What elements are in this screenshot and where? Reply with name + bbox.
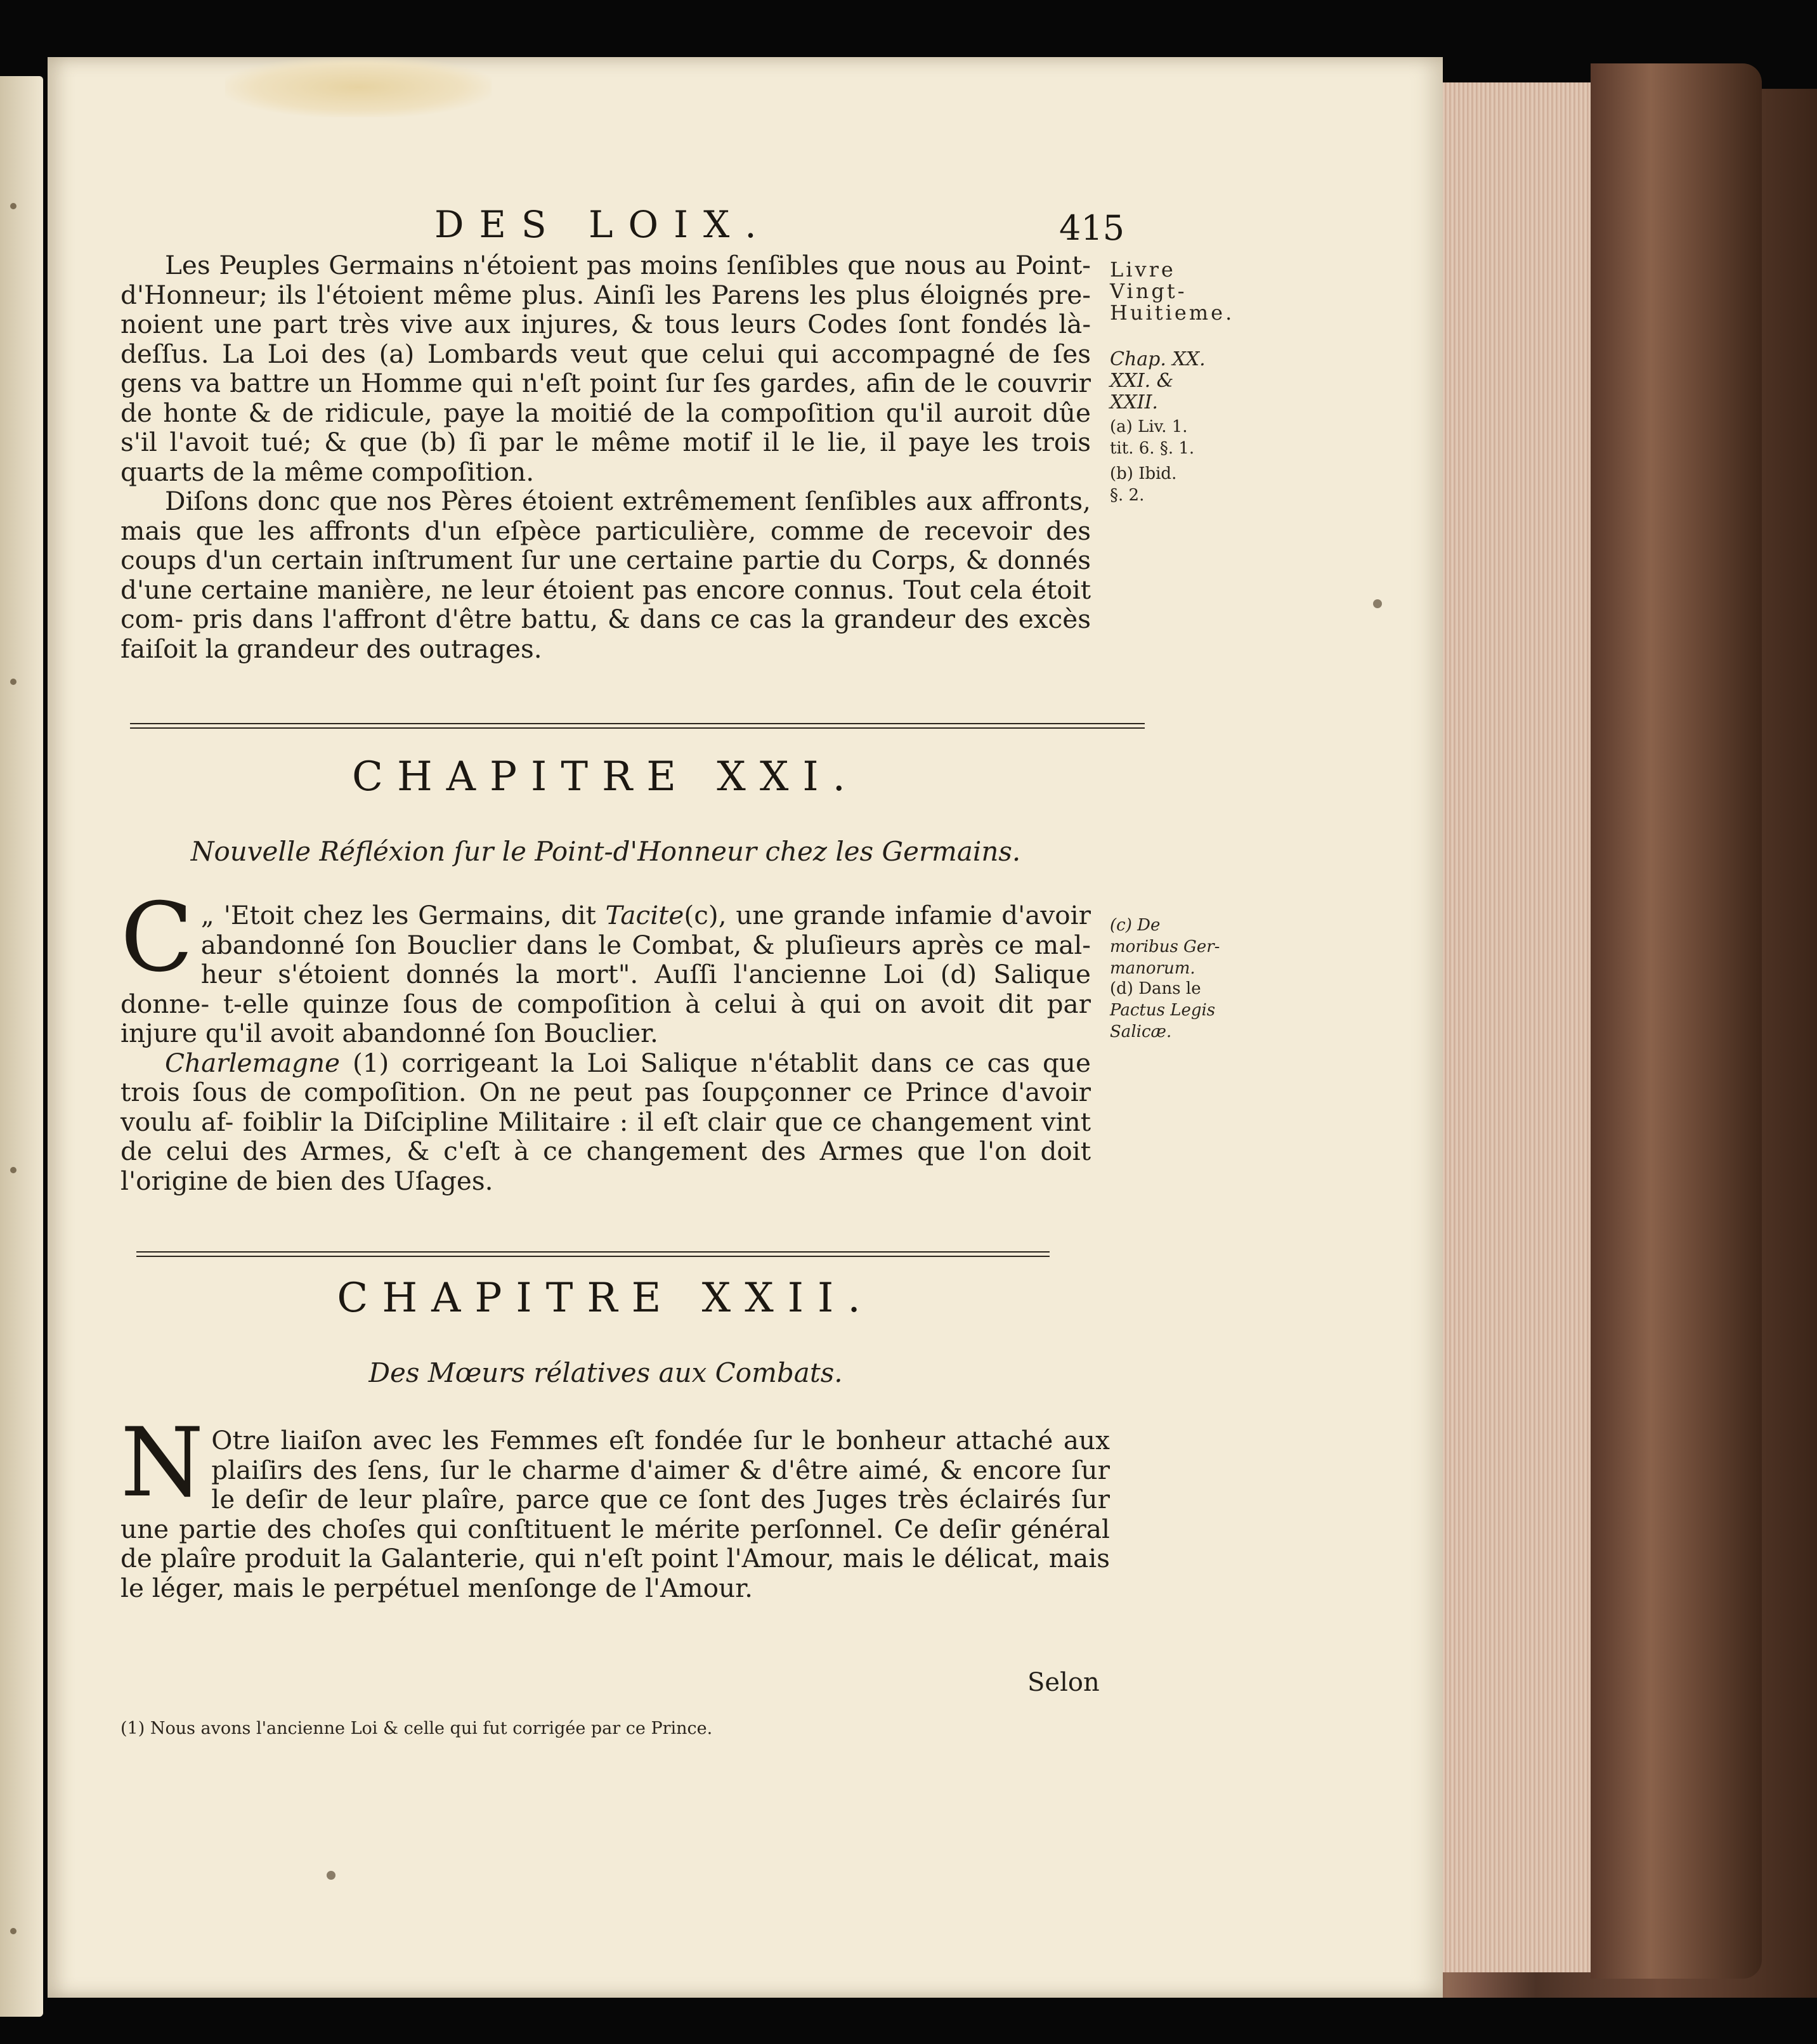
text-line: deſir de leur plaîre, parce que ce ſont des Juges très éclairés ſur une partie: [120, 1484, 1110, 1544]
margin-note-chapters: [1110, 349, 1275, 413]
chapter-rule: [130, 723, 1145, 729]
chapter-21-paragraph-2: [120, 1048, 1091, 1196]
book-spine: [1591, 63, 1762, 1979]
text-line: d'un certain inſtrument ſur une certaine partie du Corps, & donnés d'une: [120, 545, 1091, 605]
margin-line: (d) Dans le: [1110, 979, 1201, 998]
text-line: ſous de compoſition. On ne peut pas ſoupçonner ce Prince d'avoir voulu af-: [120, 1077, 1091, 1137]
margin-line: Huitieme.: [1110, 301, 1235, 325]
text-line: produit la Galanterie, qui n'eſt point l'Amour, mais le délicat, mais le: [120, 1543, 1110, 1603]
chapter-22-paragraph-1: [120, 1408, 1110, 1603]
margin-line: (c) De: [1110, 916, 1161, 935]
text-line: Les Peuples Germains n'étoient pas moins ſenſibles que nous au Point-: [165, 250, 1091, 280]
book-page: [48, 57, 1443, 1998]
margin-note-book: [1110, 259, 1275, 323]
margin-line: XXI. &: [1110, 370, 1174, 392]
text-line: mais que les affronts d'un eſpèce particulière, comme de recevoir des coups: [120, 515, 1091, 575]
author-name: Tacite: [605, 900, 684, 930]
text-line: de honte & de ridicule, paye la moitié de la compoſition qu'il auroit dûe: [120, 397, 1091, 428]
page-stain: [225, 57, 492, 117]
margin-line: Vingt-: [1110, 279, 1187, 303]
text-line: noient une part très vive aux injures, & tous leurs Codes ſont fondés là-: [120, 309, 1091, 339]
drop-cap: C: [120, 883, 193, 993]
margin-line: manorum.: [1110, 959, 1195, 978]
margin-line: moribus Ger-: [1110, 937, 1220, 956]
running-head: DES LOIX.: [434, 203, 772, 246]
margin-line: (b) Ibid.: [1110, 464, 1177, 483]
margin-note-b: [1110, 463, 1275, 506]
ink-speck: [1373, 599, 1382, 608]
page-block-edge: [1438, 82, 1591, 1972]
intro-text: [120, 251, 1091, 663]
text-line: s'il l'avoit tué; & que (b) ſi par le même motif il le lie, il paye les trois: [120, 427, 1091, 457]
text-line: (1) corrigeant la Loi Salique n'établit dans ce cas que trois: [120, 1047, 1091, 1107]
margin-line: Livre: [1110, 257, 1176, 282]
margin-line: Pactus Legis: [1110, 1001, 1216, 1020]
text-line: t-elle quinze ſous de compoſition à celui à qui on avoit dit par injure qu'il: [120, 988, 1091, 1048]
text-line: foiblir la Diſcipline Militaire : il eſt clair que ce changement vint de celui: [120, 1106, 1091, 1166]
chapter-22-heading: CHAPITRE XXII.: [337, 1275, 875, 1322]
intro-paragraph-1: [120, 251, 1091, 486]
chapter-22-subtitle: Des Mœurs rélatives aux Combats.: [368, 1357, 843, 1388]
margin-line: Salicæ.: [1110, 1022, 1172, 1041]
ink-speck: [10, 679, 16, 685]
margin-note-a: [1110, 416, 1275, 459]
footnote: (1) Nous avons l'ancienne Loi & celle qui fut corrigée par ce Prince.: [120, 1719, 713, 1738]
page-header: [48, 197, 1443, 254]
margin-line: XXII.: [1110, 391, 1158, 413]
ink-speck: [327, 1871, 335, 1880]
page-number: 415: [1059, 208, 1125, 248]
text-line: certaine manière, ne leur étoient pas encore connus. Tout cela étoit com-: [120, 574, 1091, 634]
text-line: (c), une grande infamie d'avoir: [684, 900, 1091, 930]
quote-mark: „: [200, 900, 214, 930]
chapter-21-paragraph-1: [120, 883, 1091, 1048]
margin-line: tit. 6. §. 1.: [1110, 439, 1195, 458]
margin-line: Chap. XX.: [1110, 348, 1206, 370]
intro-paragraph-2: [120, 486, 1091, 663]
person-name: Charlemagne: [165, 1047, 341, 1078]
text-line: avoit abandonné ſon Bouclier.: [270, 1018, 658, 1048]
text-line: Otre liaiſon avec les Femmes eſt fondée ſur le bonheur attaché aux: [211, 1425, 1110, 1455]
catchword: Selon: [1027, 1668, 1100, 1697]
ink-speck: [10, 1928, 16, 1934]
chapter-rule: [136, 1251, 1050, 1257]
text-line: la grandeur des outrages.: [205, 633, 542, 664]
facing-page-edge: [0, 76, 43, 2017]
text-line: des choſes qui conſtituent le mérite perſonnel. Ce deſir général de plaîre: [120, 1513, 1110, 1573]
text-line: des Armes, & c'eſt à ce changement des Armes que l'on doit l'origine de: [120, 1136, 1091, 1196]
margin-note-c: [1110, 915, 1275, 979]
ink-speck: [10, 1167, 16, 1173]
text-line: plaiſirs des ſens, ſur le charme d'aimer & d'être aimé, & encore ſur le: [211, 1454, 1110, 1514]
drop-cap: N: [120, 1408, 204, 1518]
margin-line: §. 2.: [1110, 486, 1145, 505]
chapter-21-text: [120, 883, 1091, 1196]
margin-line: (a) Liv. 1.: [1110, 417, 1188, 436]
text-line: pris dans l'affront d'être battu, & dans ce cas la grandeur des excès faiſoit: [120, 604, 1091, 664]
text-line: deſſus. La Loi des (a) Lombards veut que celui qui accompagné de ſes: [120, 338, 1091, 369]
chapter-22-text: [120, 1408, 1110, 1603]
text-line: gens va battre un Homme qui n'eſt point ſur ſes gardes, afin de le couvrir: [120, 368, 1091, 398]
chapter-21-heading: CHAPITRE XXI.: [351, 753, 860, 800]
text-line: Diſons donc que nos Pères étoient extrêmement ſenſibles aux affronts,: [165, 486, 1091, 516]
text-line: léger, mais le perpétuel menſonge de l'Amour.: [152, 1572, 753, 1603]
ink-speck: [10, 203, 16, 209]
text-line: abandonné ſon Bouclier dans le Combat, & pluſieurs après ce mal-: [200, 929, 1091, 960]
margin-note-d: [1110, 978, 1275, 1043]
text-line: d'Honneur; ils l'étoient même plus. Ainſi les Parens les plus éloignés pre-: [120, 279, 1091, 310]
chapter-21-subtitle: Nouvelle Réfléxion ſur le Point-d'Honneur chez les Germains.: [190, 836, 1021, 867]
text-line: heur s'étoient donnés la mort". Auſſi l'ancienne Loi (d) Salique donne-: [120, 959, 1091, 1019]
text-line: quarts de la même compoſition.: [120, 456, 535, 487]
text-line: bien des Uſages.: [276, 1165, 493, 1196]
text-line: 'Etoit chez les Germains, dit: [223, 900, 596, 930]
